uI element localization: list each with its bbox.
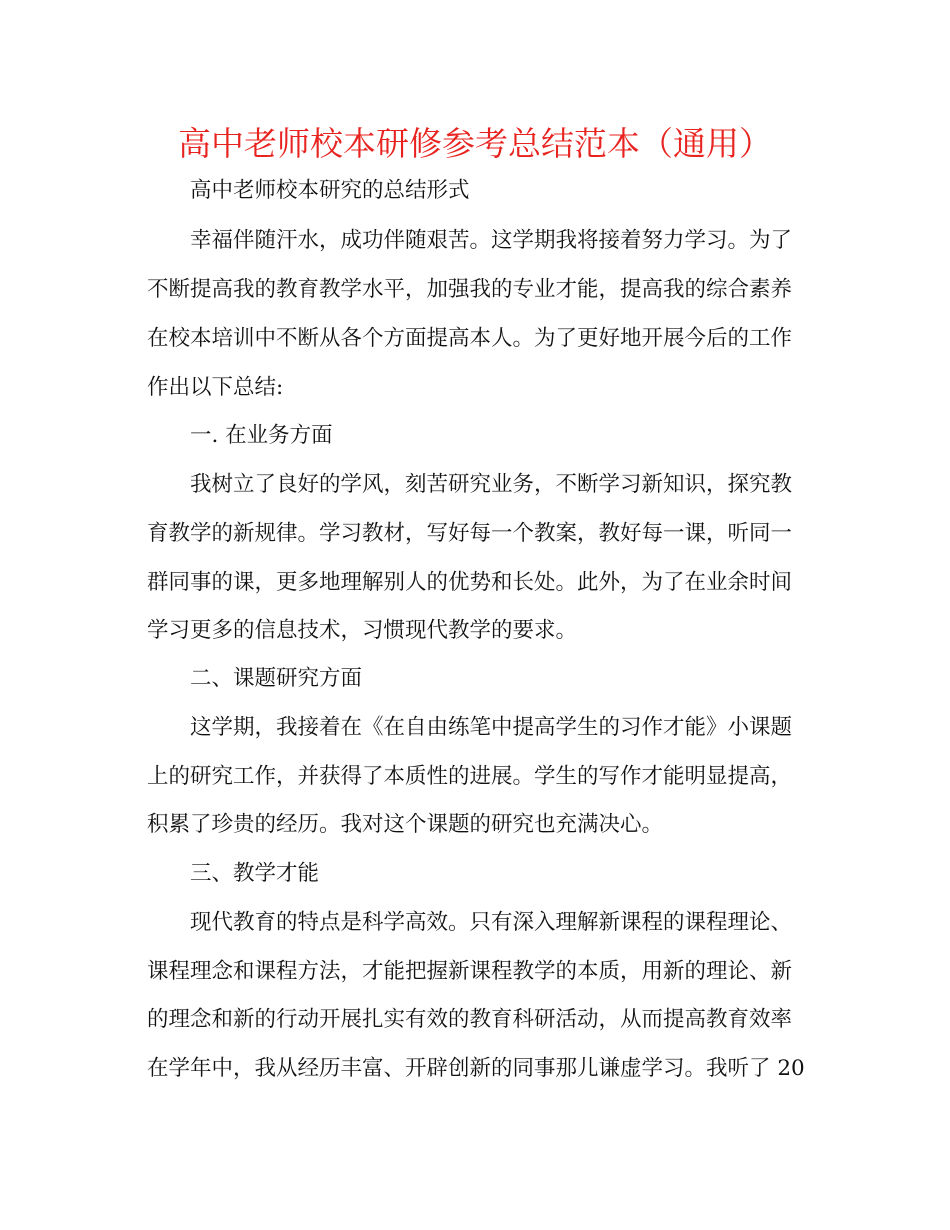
paragraph-line: 幸福伴随汗水，成功伴随艰苦。这学期我将接着努力学习。为了 xyxy=(190,228,793,253)
paragraph-line: 这学期，我接着在《在自由练笔中提高学生的习作才能》小课题 xyxy=(190,715,793,740)
paragraph-line: 作出以下总结: xyxy=(147,375,284,400)
paragraph-line: 积累了珍贵的经历。我对这个课题的研究也充满决心。 xyxy=(147,812,664,837)
paragraph-line: 的理念和新的行动开展扎实有效的教育科研活动，从而提高教育效率 xyxy=(147,1007,793,1032)
section-heading: 三、教学才能 xyxy=(190,861,320,886)
paragraph-line: 不断提高我的教育教学水平，加强我的专业才能，提高我的综合素养 xyxy=(147,277,793,302)
paragraph-line: 学习更多的信息技术，习惯现代教学的要求。 xyxy=(147,618,578,643)
paragraph-line: 我树立了良好的学风，刻苦研究业务，不断学习新知识，探究教 xyxy=(190,472,793,497)
paragraph-line: 在学年中，我从经历丰富、开辟创新的同事那儿谦虚学习。我听了 20 xyxy=(147,1056,805,1081)
document-subtitle: 高中老师校本研究的总结形式 xyxy=(190,178,470,203)
paragraph-line: 课程理念和课程方法，才能把握新课程教学的本质，用新的理论、新 xyxy=(147,959,793,984)
paragraph-line: 育教学的新规律。学习教材，写好每一个教案，教好每一课，听同一 xyxy=(147,521,793,546)
paragraph-line: 现代教育的特点是科学高效。只有深入理解新课程的课程理论、 xyxy=(190,910,793,935)
section-heading: 一. 在业务方面 xyxy=(190,423,333,448)
paragraph-line: 上的研究工作，并获得了本质性的进展。学生的写作才能明显提高， xyxy=(147,764,793,789)
section-heading: 二、课题研究方面 xyxy=(190,666,363,691)
paragraph-line: 群同事的课，更多地理解别人的优势和长处。此外，为了在业余时间 xyxy=(147,570,793,595)
paragraph-line: 在校本培训中不断从各个方面提高本人。为了更好地开展今后的工作 xyxy=(147,326,793,351)
document-title: 高中老师校本研修参考总结范本（通用） xyxy=(178,124,772,163)
